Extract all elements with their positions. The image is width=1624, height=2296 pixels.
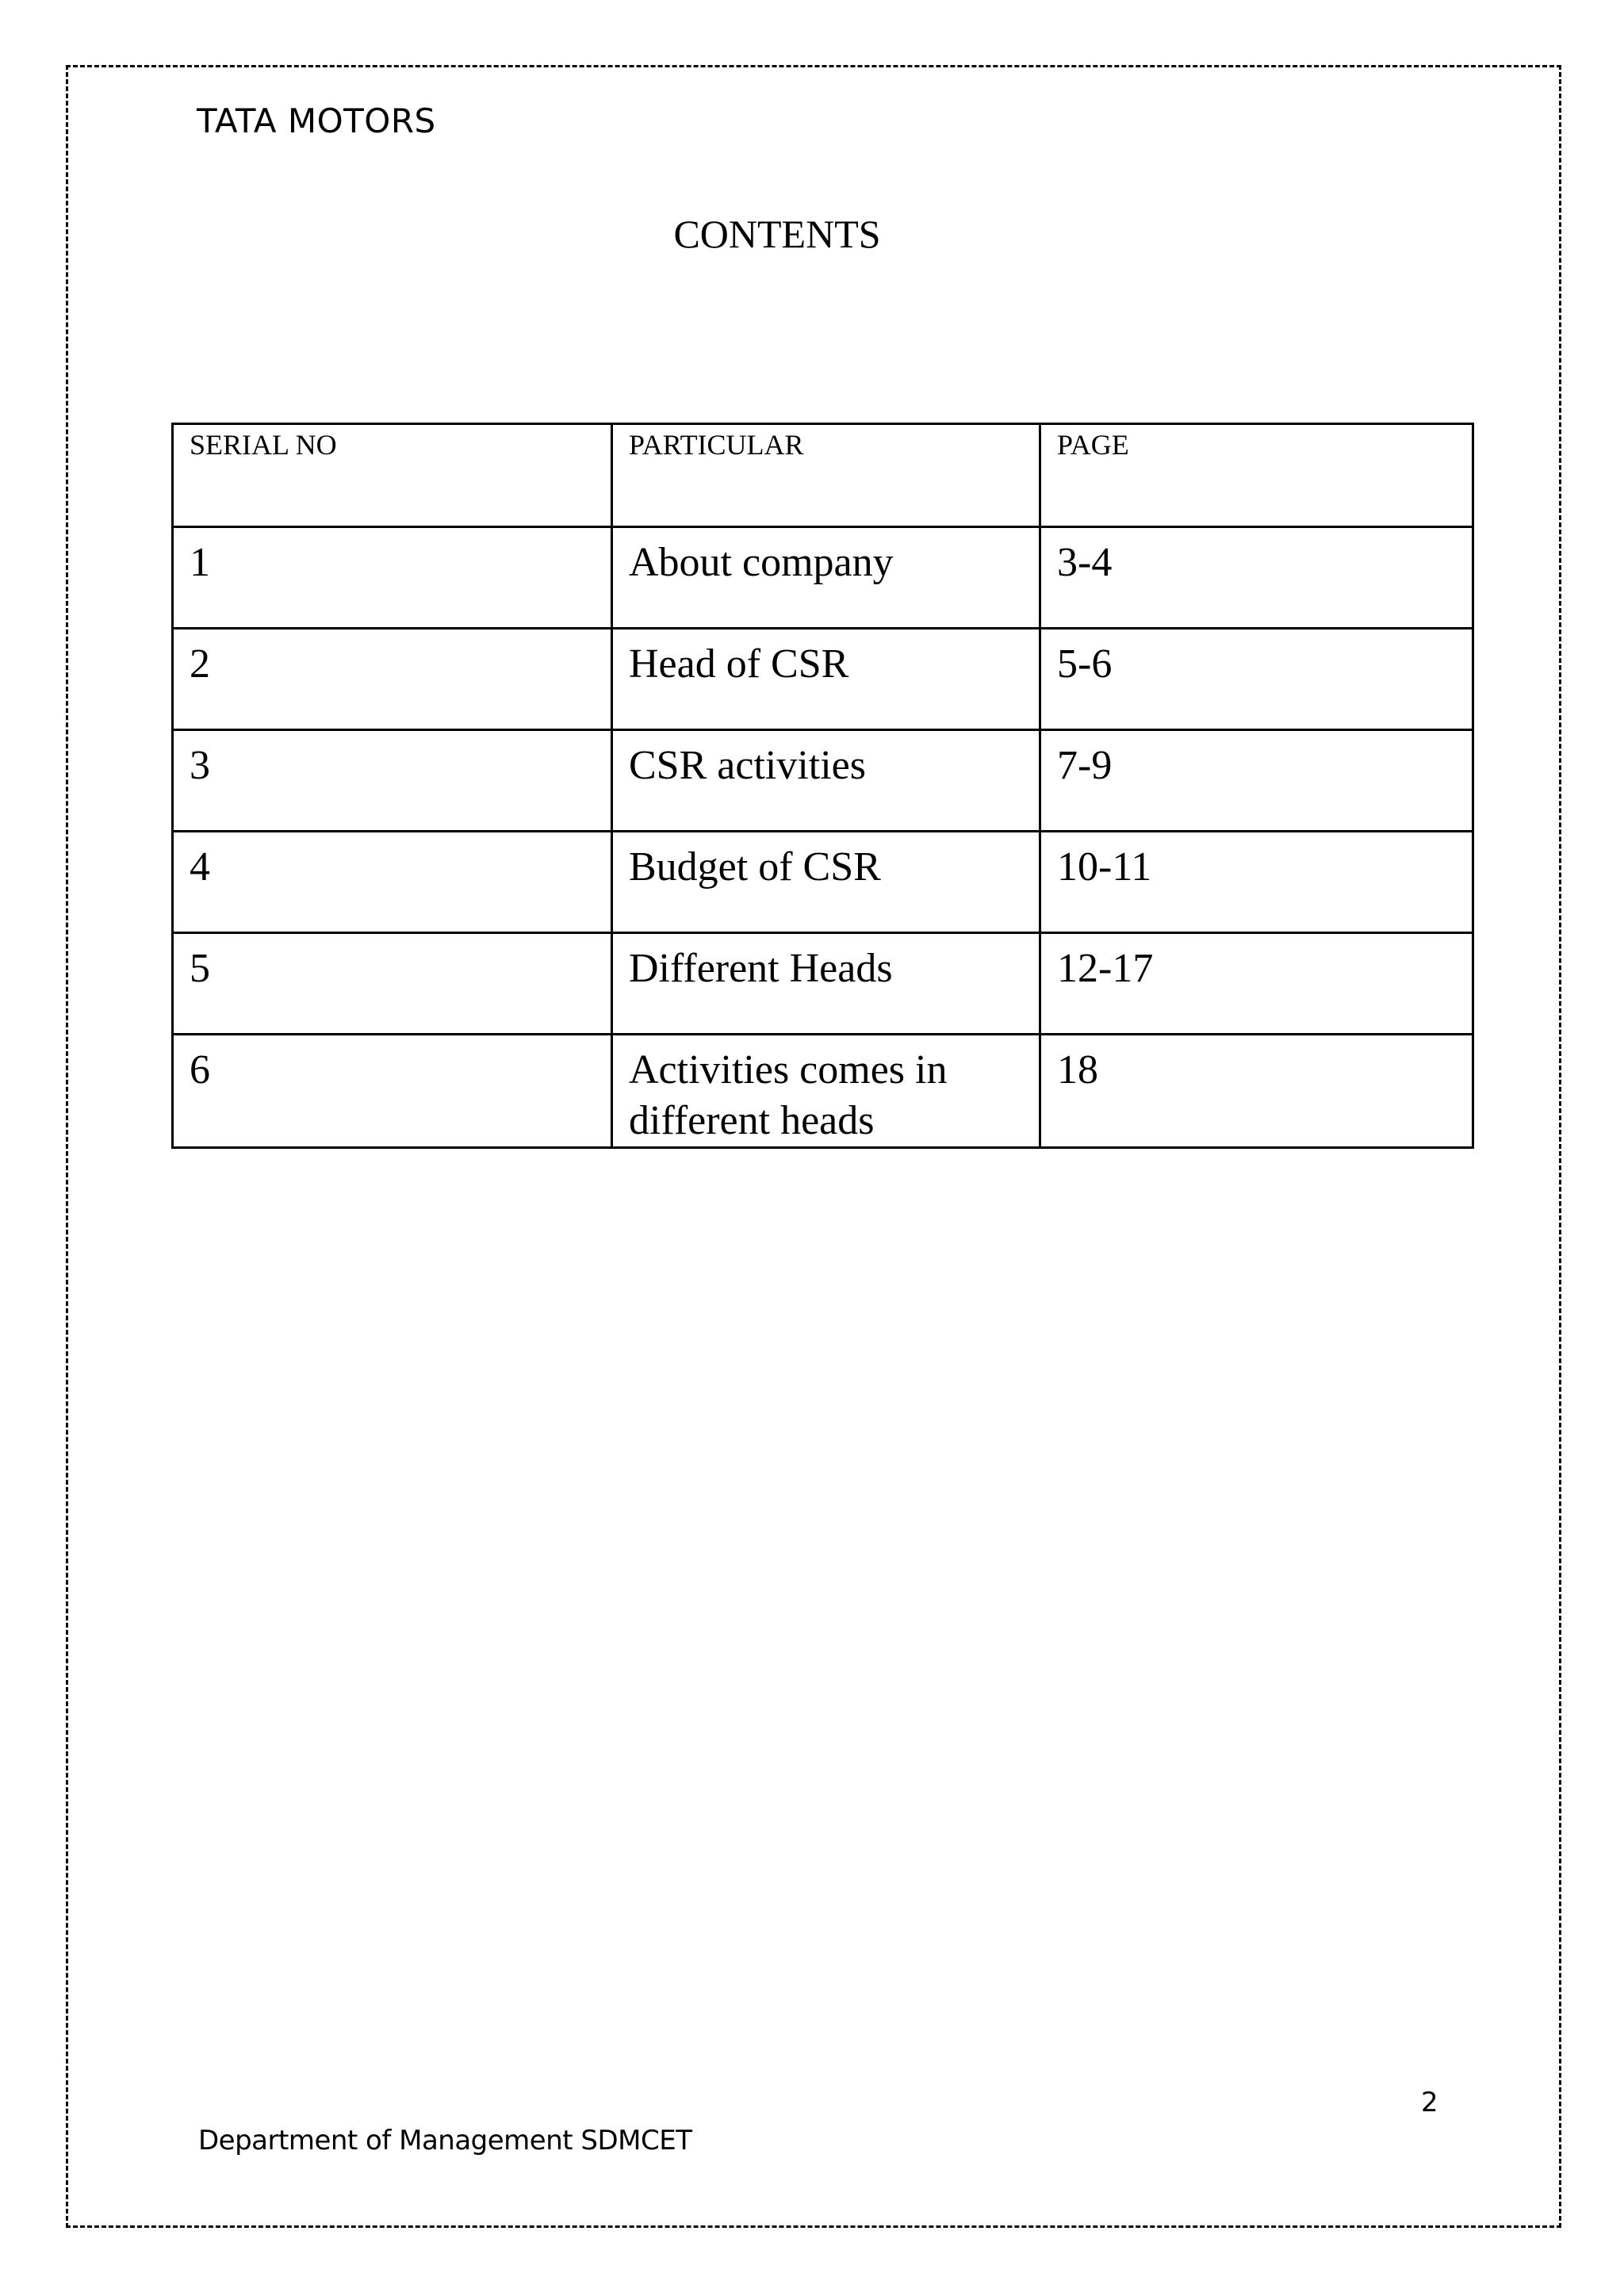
page-cell: 12-17 — [1040, 933, 1473, 1035]
column-header-serial: SERIAL NO — [173, 424, 612, 527]
page-number: 2 — [1421, 2087, 1438, 2118]
serial-cell: 3 — [173, 730, 612, 832]
serial-cell: 1 — [173, 527, 612, 629]
serial-cell: 4 — [173, 832, 612, 933]
table-header-row — [173, 424, 1473, 527]
page-cell: 7-9 — [1040, 730, 1473, 832]
particular-cell: Budget of CSR — [612, 832, 1040, 933]
table-row — [173, 933, 1473, 1035]
table-row — [173, 730, 1473, 832]
serial-cell: 2 — [173, 629, 612, 730]
column-header-page: PAGE — [1040, 424, 1473, 527]
particular-cell: About company — [612, 527, 1040, 629]
contents-table — [171, 423, 1474, 1149]
page-cell: 3-4 — [1040, 527, 1473, 629]
table-row — [173, 1035, 1473, 1148]
page-cell: 5-6 — [1040, 629, 1473, 730]
serial-cell: 5 — [173, 933, 612, 1035]
table-row — [173, 832, 1473, 933]
column-header-particular: PARTICULAR — [612, 424, 1040, 527]
page-cell: 10-11 — [1040, 832, 1473, 933]
particular-cell: Activities comes in different heads — [612, 1035, 1040, 1148]
page-title: CONTENTS — [673, 212, 881, 256]
table-row — [173, 629, 1473, 730]
footer-department: Department of Management SDMCET — [198, 2125, 692, 2156]
particular-cell: CSR activities — [612, 730, 1040, 832]
particular-cell: Different Heads — [612, 933, 1040, 1035]
table-row — [173, 527, 1473, 629]
serial-cell: 6 — [173, 1035, 612, 1148]
page-cell: 18 — [1040, 1035, 1473, 1148]
particular-cell: Head of CSR — [612, 629, 1040, 730]
company-header: TATA MOTORS — [197, 101, 436, 140]
